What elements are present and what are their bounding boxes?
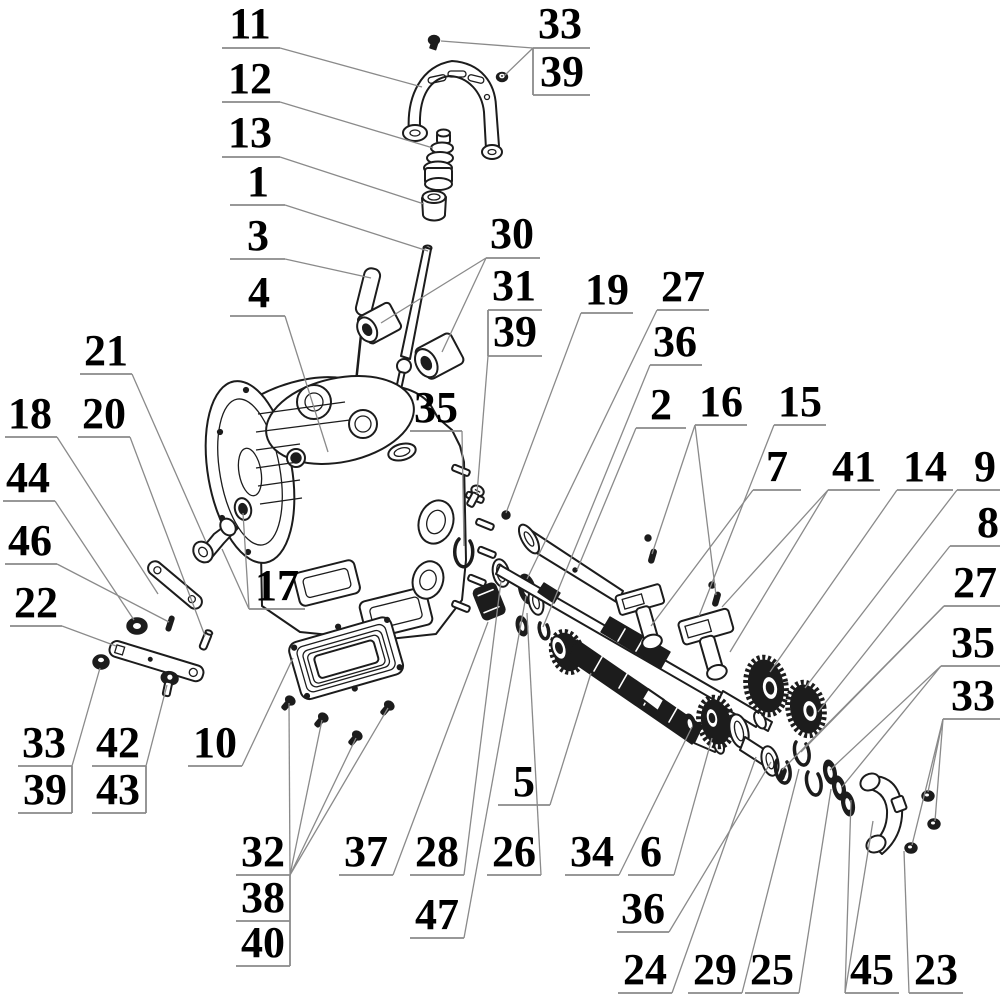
part-number-38: 38 (241, 873, 285, 922)
pivot-bushing-large (409, 332, 465, 383)
part-number-36: 36 (653, 317, 697, 366)
bracket-bolt (429, 36, 440, 50)
part-number-7: 7 (766, 442, 788, 491)
part-number-23: 23 (914, 945, 958, 994)
leader-line-32 (289, 703, 290, 875)
leader-line-32 (290, 720, 322, 875)
leader-line-21 (132, 374, 206, 542)
roll-pin (166, 616, 175, 632)
part-number-1: 1 (247, 157, 269, 206)
leader-line-8 (818, 546, 950, 712)
part-number-15: 15 (778, 377, 822, 426)
part-number-39: 39 (540, 47, 584, 96)
dust-boot (424, 130, 453, 191)
part-number-43: 43 (96, 765, 140, 814)
washer-bolt (158, 670, 180, 697)
leader-line-1 (285, 205, 428, 251)
leader-line-33 (504, 48, 533, 76)
leader-line-22 (62, 626, 116, 646)
part-number-47: 47 (415, 890, 459, 939)
part-number-35: 35 (414, 383, 458, 432)
part-number-39: 39 (493, 307, 537, 356)
part-number-19: 19 (585, 265, 629, 314)
leader-line-17 (222, 549, 249, 609)
part-number-10: 10 (193, 718, 237, 767)
leader-line-42 (146, 685, 167, 766)
leader-line-18 (57, 437, 158, 594)
part-number-40: 40 (241, 918, 285, 967)
part-number-21: 21 (84, 326, 128, 375)
shift-plate (108, 639, 205, 683)
part-number-24: 24 (623, 945, 667, 994)
part-number-39: 39 (23, 765, 67, 814)
part-number-8: 8 (977, 498, 999, 547)
part-number-5: 5 (513, 757, 535, 806)
part-number-4: 4 (248, 268, 270, 317)
leader-line-25 (799, 789, 831, 993)
lock-nut (93, 655, 109, 669)
part-number-27: 27 (661, 262, 705, 311)
part-number-13: 13 (228, 108, 272, 157)
part-number-3: 3 (247, 211, 269, 260)
part-number-33: 33 (22, 718, 66, 767)
leader-line-36 (669, 762, 771, 932)
leader-line-5 (550, 673, 591, 805)
part-number-2: 2 (650, 380, 672, 429)
part-number-44: 44 (6, 453, 50, 502)
part-number-37: 37 (344, 827, 388, 876)
part-number-29: 29 (693, 945, 737, 994)
leader-line-16 (652, 425, 695, 554)
part-number-25: 25 (750, 945, 794, 994)
leader-line-39 (477, 356, 488, 494)
part-number-20: 20 (82, 389, 126, 438)
part-number-41: 41 (832, 442, 876, 491)
detent-ball-2 (645, 535, 651, 541)
leader-line-10 (242, 658, 293, 766)
leader-line-41 (722, 490, 828, 607)
part-number-30: 30 (490, 209, 534, 258)
part-number-17: 17 (255, 561, 299, 610)
part-number-45: 45 (850, 945, 894, 994)
part-number-31: 31 (492, 261, 536, 310)
part-number-18: 18 (8, 389, 52, 438)
part-number-22: 22 (14, 578, 58, 627)
leader-line-41 (730, 490, 828, 652)
leader-line-16 (695, 425, 716, 595)
part-number-32: 32 (241, 827, 285, 876)
part-number-12: 12 (228, 54, 272, 103)
leader-line-35 (842, 666, 941, 787)
part-number-27: 27 (953, 558, 997, 607)
part-number-11: 11 (229, 0, 271, 48)
leader-line-13 (280, 157, 424, 204)
washer-44 (127, 618, 147, 634)
shift-lever-bracket (403, 61, 502, 159)
part-number-6: 6 (640, 827, 662, 876)
part-number-42: 42 (96, 718, 140, 767)
part-number-9: 9 (974, 442, 996, 491)
shift-fork-45 (857, 770, 907, 856)
leader-line-23 (904, 851, 909, 993)
part-number-34: 34 (570, 827, 614, 876)
leader-line-15 (699, 425, 774, 616)
pivot-pin (199, 629, 213, 650)
part-number-26: 26 (492, 827, 536, 876)
part-number-16: 16 (699, 377, 743, 426)
leader-line-2 (577, 428, 636, 570)
part-number-33: 33 (951, 671, 995, 720)
part-number-35: 35 (951, 618, 995, 667)
cover-bolts (279, 694, 395, 747)
part-number-33: 33 (538, 0, 582, 48)
part-number-14: 14 (903, 442, 947, 491)
leader-line-6 (674, 738, 712, 875)
leader-line-35 (830, 666, 941, 770)
leader-line-20 (130, 437, 205, 636)
leader-line-33 (441, 41, 533, 48)
part-number-36: 36 (621, 884, 665, 933)
lever-cap (422, 191, 446, 221)
part-number-28: 28 (415, 827, 459, 876)
leader-line-14 (770, 490, 897, 672)
part-number-46: 46 (8, 516, 52, 565)
shift-link (145, 558, 205, 611)
leader-line-3 (285, 259, 371, 278)
leader-line-11 (280, 48, 422, 87)
leader-line-44 (55, 501, 134, 620)
leader-line-27 (527, 310, 657, 579)
